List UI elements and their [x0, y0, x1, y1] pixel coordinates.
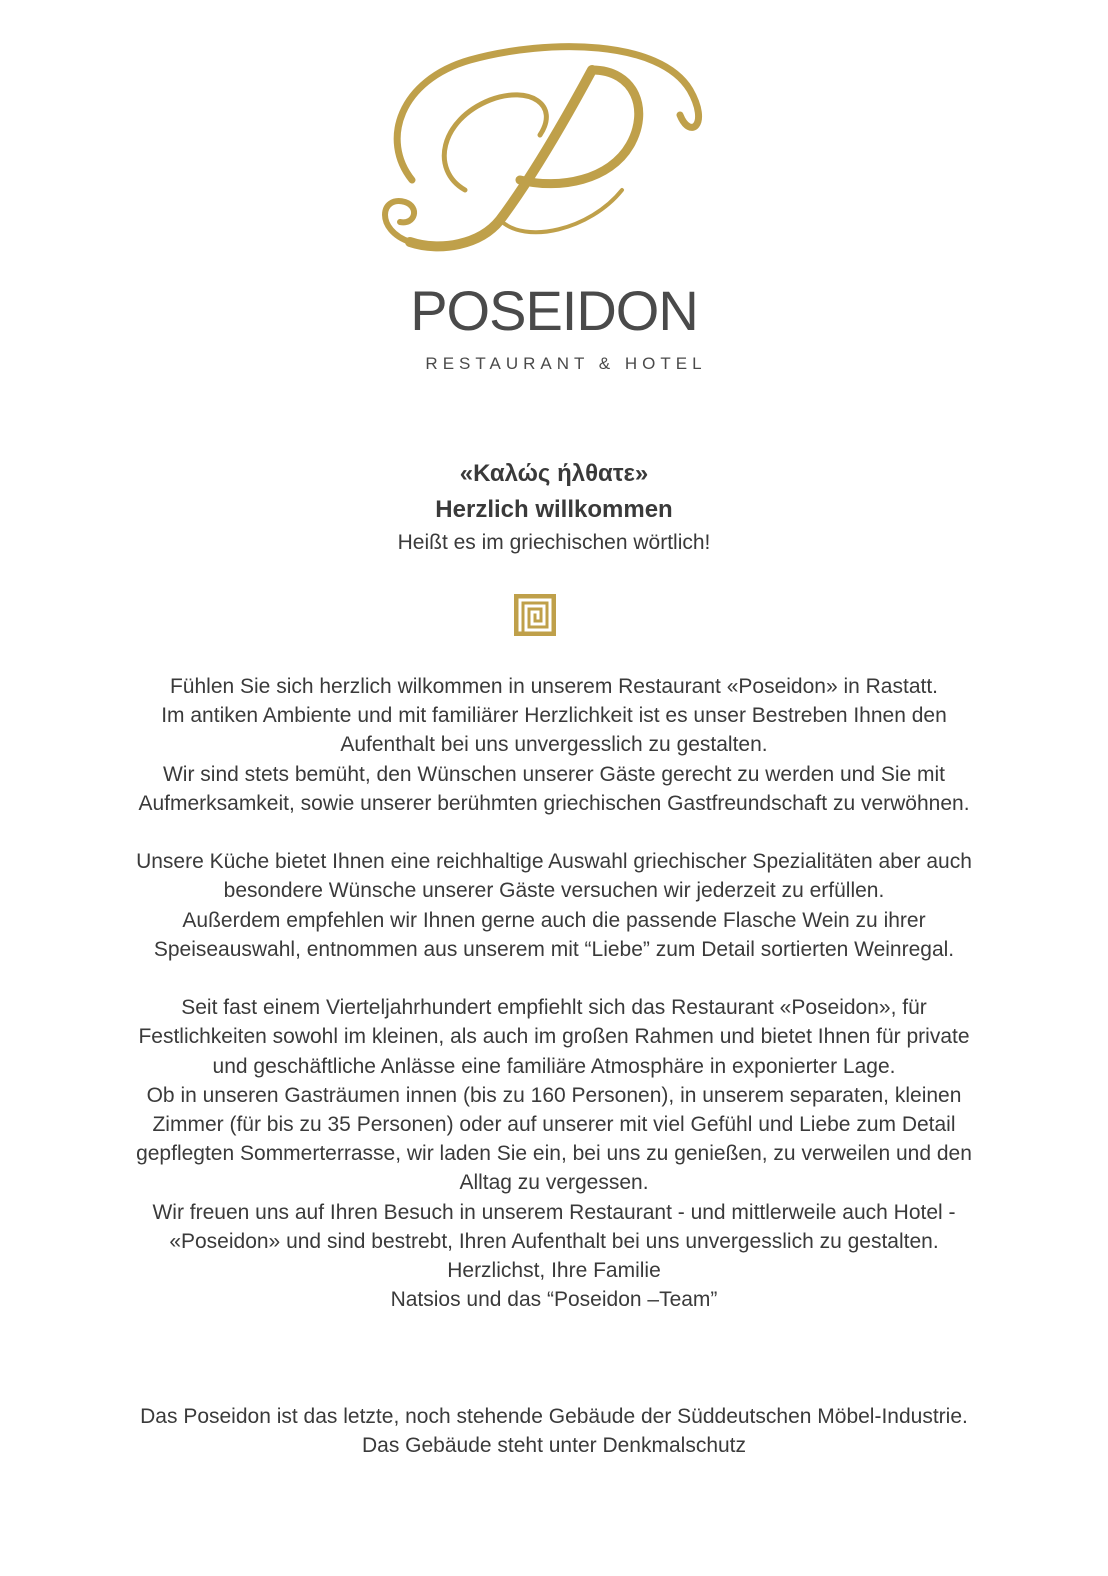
text-line: Zimmer (für bis zu 35 Personen) oder auf unserer mit viel Gefühl und Liebe zum Detail	[152, 1113, 956, 1137]
text-line: «Poseidon» und sind bestrebt, Ihren Aufenthalt bei uns unvergesslich zu gestalten.	[169, 1229, 939, 1253]
greek-greeting: «Καλώς ήλθατε»	[459, 460, 649, 487]
heritage-note	[40, 1402, 1068, 1460]
signature-line: Herzlichst, Ihre Familie	[447, 1259, 661, 1283]
text-line: Ob in unseren Gasträumen innen (bis zu 160 Personen), in unserem separaten, kleinen	[146, 1083, 962, 1107]
text-line: Fühlen Sie sich herzlich wilkommen in unserem Restaurant «Poseidon» in Rastatt.	[169, 675, 939, 698]
text-line: besondere Wünsche unserer Gäste versuchen wir jederzeit zu erfüllen.	[223, 879, 885, 903]
text-line: Wir sind stets bemüht, den Wünschen unserer Gäste gerecht zu werden und Sie mit	[162, 762, 946, 786]
text-line: Außerdem empfehlen wir Ihnen gerne auch die passende Flasche Wein zu ihrer	[182, 908, 926, 932]
text-line: Speiseauswahl, entnommen aus unserem mit “Liebe” zum Detail sortierten Weinregal.	[153, 937, 955, 961]
text-line: Aufenthalt bei uns unvergesslich zu gestalten.	[340, 733, 768, 757]
text-line: Alltag zu vergessen.	[459, 1171, 649, 1195]
brand-tagline: RESTAURANT & HOTEL	[425, 354, 707, 373]
text-line: Im antiken Ambiente und mit familiärer Herzlichkeit ist es unser Bestreben Ihnen den	[161, 704, 947, 728]
paragraph-kitchen	[40, 847, 1068, 964]
text-line: Das Gebäude steht unter Denkmalschutz	[361, 1434, 747, 1458]
text-line: Aufmerksamkeit, sowie unserer berühmten griechischen Gastfreundschaft zu verwöhnen.	[138, 791, 970, 815]
text-line: Festlichkeiten sowohl im kleinen, als auch im großen Rahmen und bietet Ihnen für private	[138, 1025, 970, 1049]
text-line: Seit fast einem Vierteljahrhundert empfiehlt sich das Restaurant «Poseidon», für	[181, 996, 927, 1020]
text-line: Das Poseidon ist das letzte, noch stehende Gebäude der Süddeutschen Möbel-Industrie.	[140, 1405, 968, 1428]
signature-line: Natsios und das “Poseidon –Team”	[390, 1288, 718, 1312]
text-line: und geschäftliche Anlässe eine familiäre Atmosphäre in exponierter Lage.	[212, 1054, 896, 1078]
german-greeting: Herzlich willkommen	[435, 496, 673, 523]
paragraph-history	[40, 993, 1068, 1314]
script-letter-p-logo	[360, 30, 720, 265]
welcome-block	[0, 456, 1108, 558]
greeting-note: Heißt es im griechischen wörtlich!	[397, 531, 711, 554]
greek-meander-icon	[514, 594, 556, 636]
intro-text	[40, 672, 1068, 1344]
text-line: Wir freuen uns auf Ihren Besuch in unserem Restaurant - und mittlerweile auch Hotel -	[152, 1200, 956, 1224]
brand-name: POSEIDON	[410, 279, 698, 342]
paragraph-welcome	[40, 672, 1068, 818]
text-line: gepflegten Sommerterrasse, wir laden Sie ein, bei uns zu genießen, zu verweilen und den	[136, 1142, 972, 1166]
text-line: Unsere Küche bietet Ihnen eine reichhaltige Auswahl griechischer Spezialitäten aber auch	[136, 850, 972, 874]
